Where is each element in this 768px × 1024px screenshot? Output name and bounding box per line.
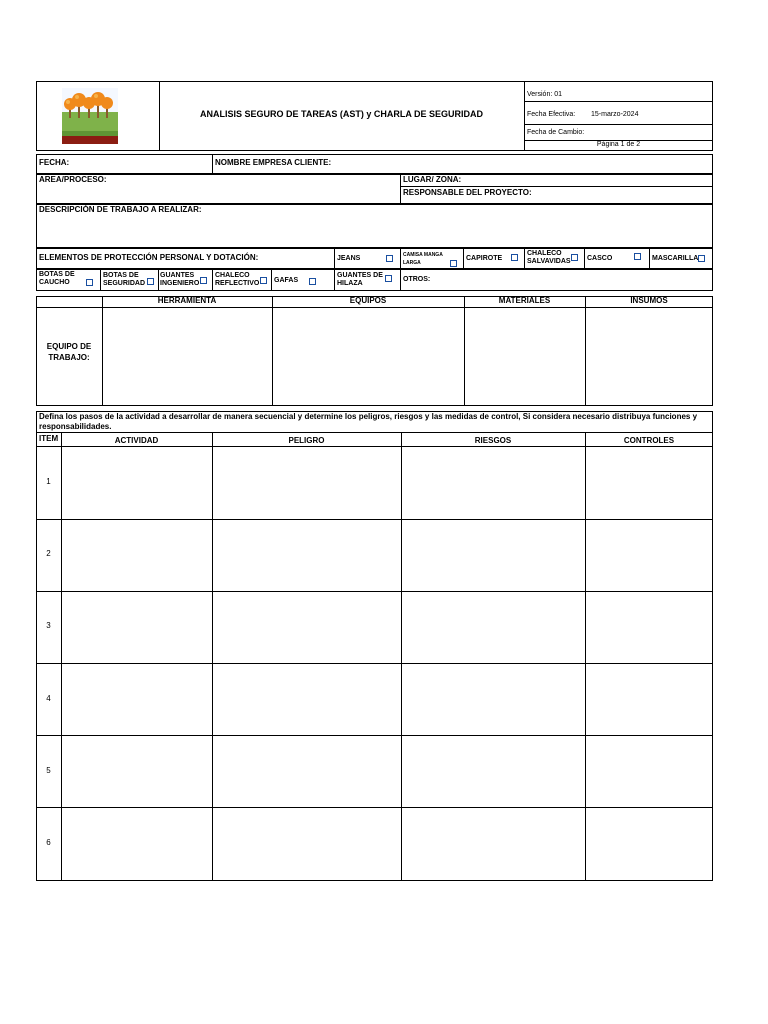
capirote-label: CAPIROTE xyxy=(466,255,503,262)
effective-date-label: Fecha Efectiva: xyxy=(527,111,576,118)
herramienta-cell[interactable] xyxy=(103,308,272,405)
guantes-ingeniero-line: GUANTES xyxy=(160,272,195,279)
cell-divider xyxy=(212,269,213,291)
area-row xyxy=(36,174,713,204)
casco-checkbox[interactable] xyxy=(634,253,641,260)
cell-divider xyxy=(400,248,401,269)
equipos-cell[interactable] xyxy=(273,308,464,405)
cell-divider xyxy=(271,269,272,291)
chaleco-salvavidas-line: CHALECO xyxy=(527,250,562,257)
actividad-header: ACTIVIDAD xyxy=(114,436,159,445)
camisa-checkbox[interactable] xyxy=(450,260,457,267)
equipos-header: EQUIPOS xyxy=(349,296,387,305)
guantes-ingeniero-label xyxy=(160,272,199,288)
version-label: Versión: 01 xyxy=(527,91,563,98)
epp-title: ELEMENTOS DE PROTECCIÓN PERSONAL Y DOTACIÓN: xyxy=(39,253,259,262)
guantes-ingeniero-checkbox[interactable] xyxy=(200,277,207,284)
guantes-hilaza-line: GUANTES DE xyxy=(337,272,383,279)
guantes-hilaza-line: HILAZA xyxy=(337,280,363,287)
fecha-row xyxy=(36,154,713,174)
cell-divider xyxy=(212,154,213,174)
descripcion-field[interactable]: DESCRIPCIÓN DE TRABAJO A REALIZAR: xyxy=(39,205,202,214)
mascarilla-label: MASCARILLA xyxy=(652,255,699,262)
fecha-field[interactable]: FECHA: xyxy=(39,158,70,167)
mascarilla-checkbox[interactable] xyxy=(698,255,705,262)
row-divider xyxy=(36,591,713,592)
materiales-cell[interactable] xyxy=(465,308,585,405)
botas-seguridad-label xyxy=(103,272,145,288)
cell-divider xyxy=(36,432,713,433)
capirote-checkbox[interactable] xyxy=(511,254,518,261)
header-divider xyxy=(524,101,713,102)
equipo-trabajo-line: TRABAJO: xyxy=(48,353,90,362)
table-row-number: 5 xyxy=(46,766,51,775)
chaleco-salvavidas-checkbox[interactable] xyxy=(571,254,578,261)
jeans-label: JEANS xyxy=(337,255,361,262)
jeans-checkbox[interactable] xyxy=(386,255,393,262)
peligro-header: PELIGRO xyxy=(288,436,325,445)
cell-divider xyxy=(212,432,213,881)
row-divider xyxy=(36,735,713,736)
cell-divider xyxy=(649,248,650,269)
equipo-trabajo-label xyxy=(36,341,102,363)
row-divider xyxy=(36,807,713,808)
camisa-label-line: CAMISA MANGA xyxy=(403,252,443,258)
cell-divider xyxy=(401,432,402,881)
riesgos-header: RIESGOS xyxy=(474,436,512,445)
casco-label: CASCO xyxy=(587,255,613,262)
cell-divider xyxy=(584,248,585,269)
cell-divider xyxy=(158,269,159,291)
lugar-field[interactable]: LUGAR/ ZONA: xyxy=(403,175,462,184)
chaleco-reflectivo-line: REFLECTIVO xyxy=(215,280,260,287)
change-date-label: Fecha de Cambio: xyxy=(527,129,585,136)
header-divider xyxy=(524,124,713,125)
chaleco-reflectivo-label xyxy=(215,272,259,288)
table-row-number: 4 xyxy=(46,694,51,703)
cell-divider xyxy=(524,248,525,269)
pasos-table xyxy=(36,411,713,881)
cell-divider xyxy=(400,186,713,187)
botas-caucho-line: BOTAS DE xyxy=(39,271,75,278)
page-title: ANALISIS SEGURO DE TAREAS (AST) y CHARLA DE SEGURIDAD xyxy=(199,109,484,119)
table-row-number: 3 xyxy=(46,621,51,630)
table-row-number: 2 xyxy=(46,549,51,558)
gafas-checkbox[interactable] xyxy=(309,278,316,285)
insumos-cell[interactable] xyxy=(586,308,713,405)
camisa-label-line: LARGA xyxy=(403,260,421,266)
guantes-hilaza-checkbox[interactable] xyxy=(385,275,392,282)
cell-divider xyxy=(463,248,464,269)
responsable-field[interactable]: RESPONSABLE DEL PROYECTO: xyxy=(403,188,532,197)
chaleco-salvavidas-line: SALVAVIDAS xyxy=(527,258,571,265)
guantes-ingeniero-line: INGENIERO xyxy=(160,280,200,287)
botas-seguridad-checkbox[interactable] xyxy=(147,278,154,285)
table-row-number: 1 xyxy=(46,477,51,486)
pasos-instruction-line: responsabilidades. xyxy=(39,421,112,431)
cell-divider xyxy=(585,432,586,881)
botas-seguridad-line: SEGURIDAD xyxy=(103,280,146,287)
botas-caucho-label xyxy=(39,271,75,287)
botas-seguridad-line: BOTAS DE xyxy=(103,272,139,279)
controles-header: CONTROLES xyxy=(623,436,675,445)
empresa-field[interactable]: NOMBRE EMPRESA CLIENTE: xyxy=(215,158,332,167)
page-number: Página 1 de 2 xyxy=(596,141,641,148)
row-divider xyxy=(36,663,713,664)
materiales-header: MATERIALES xyxy=(498,296,551,305)
company-logo xyxy=(61,84,119,145)
item-header: ITEM xyxy=(39,434,59,443)
guantes-hilaza-label xyxy=(337,272,383,288)
chaleco-salvavidas-label xyxy=(527,250,571,266)
pasos-instruction-line: Defina los pasos de la actividad a desarrollar de manera secuencial y determine los peligros, riesgos y las medidas de control, Si considera necesario distribuya funciones y xyxy=(39,412,698,421)
effective-date-value: 15-marzo-2024 xyxy=(591,111,639,118)
camisa-label xyxy=(403,251,443,267)
cell-divider xyxy=(334,269,335,291)
equipo-trabajo-line: EQUIPO DE xyxy=(46,342,92,351)
row-divider xyxy=(36,519,713,520)
otros-field[interactable]: OTROS: xyxy=(403,276,431,283)
chaleco-reflectivo-checkbox[interactable] xyxy=(260,277,267,284)
cell-divider xyxy=(100,269,101,291)
cell-divider xyxy=(400,174,401,204)
cell-divider xyxy=(334,248,335,269)
area-field[interactable]: AREA/PROCESO: xyxy=(39,175,107,184)
pasos-instruction xyxy=(39,412,713,431)
herramienta-header: HERRAMIENTA xyxy=(157,296,217,305)
chaleco-reflectivo-line: CHALECO xyxy=(215,272,250,279)
cell-divider xyxy=(400,269,401,291)
botas-caucho-line: CAUCHO xyxy=(39,279,70,286)
insumos-header: INSUMOS xyxy=(630,296,668,305)
cell-divider xyxy=(36,446,713,447)
botas-caucho-checkbox[interactable] xyxy=(86,279,93,286)
cell-divider xyxy=(61,432,62,881)
table-row-number: 6 xyxy=(46,838,51,847)
gafas-label: GAFAS xyxy=(274,277,299,284)
